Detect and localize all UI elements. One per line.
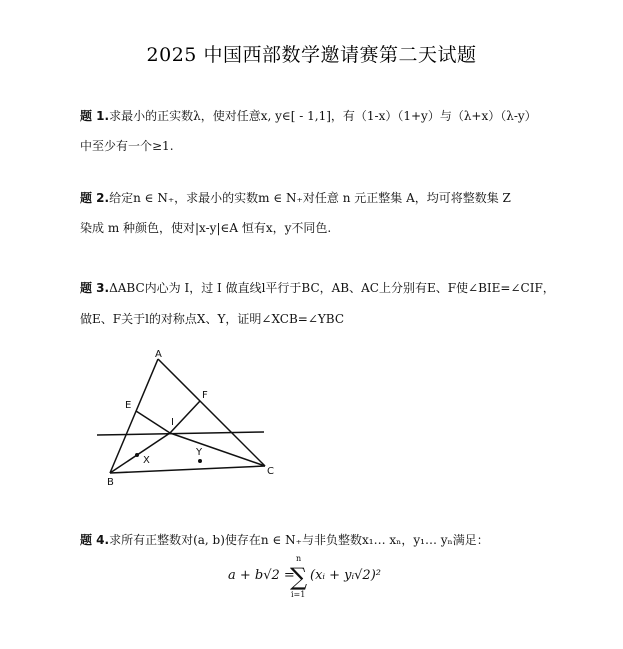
- label-b: B: [107, 477, 114, 488]
- problem-1-text-2: 中至少有一个≥1.: [80, 139, 174, 153]
- problem-4-line-1: [80, 532, 489, 548]
- problem-4-label: 题 4.: [80, 533, 110, 547]
- label-x: X: [143, 455, 150, 466]
- segment-ic: [170, 433, 265, 466]
- problem-3-line-2: [80, 311, 344, 327]
- formula-lhs: a + b√2 =: [228, 568, 295, 583]
- label-c: C: [267, 466, 274, 477]
- problem-1-line-1: [80, 108, 537, 124]
- problem-2-line-1: [80, 190, 511, 206]
- sum-upper-limit: n: [296, 554, 302, 563]
- problem-1-text-1: 求最小的正实数λ，使对任意x, y∈[ - 1,1]，有（1-x）（1+y）与（λ+x）（λ-y）: [109, 109, 537, 123]
- problem-2-label: 题 2.: [80, 191, 110, 205]
- page-title: 2025 中国西部数学邀请赛第二天试题: [146, 44, 477, 66]
- problem-3-text-2: 做E、F关于l的对称点X、Y，证明∠XCB=∠YBC: [80, 312, 345, 326]
- label-y: Y: [196, 447, 203, 458]
- triangle-figure: [92, 345, 282, 495]
- problem-1-label: 题 1.: [80, 109, 110, 123]
- line-l: [97, 432, 264, 435]
- label-f: F: [202, 390, 208, 401]
- label-e: E: [125, 400, 132, 411]
- problem-2-text-1: 给定n ∈ N₊，求最小的实数m ∈ N₊对任意 n 元正整集 A，均可将整数集 Z: [109, 191, 511, 205]
- sum-formula: [228, 552, 398, 602]
- segment-if: [170, 401, 200, 433]
- point-y: [198, 459, 202, 463]
- label-a: A: [155, 349, 162, 360]
- label-i: I: [171, 417, 174, 428]
- sigma-symbol: ∑: [290, 563, 308, 591]
- formula-summand: (xᵢ + yᵢ√2)²: [310, 568, 381, 583]
- problem-3-label: 题 3.: [80, 281, 110, 295]
- segment-bc: [110, 466, 265, 473]
- problem-4-text-1: 求所有正整数对(a, b)使存在n ∈ N₊与非负整数x₁… xₙ，y₁… yₙ满足：: [109, 533, 489, 547]
- segment-ei: [136, 411, 170, 433]
- problem-3-text-1: ΔABC内心为 I，过 I 做直线l平行于BC，AB、AC上分别有E、F使∠BIE=∠CIF，: [109, 281, 555, 295]
- problem-3-line-1: [80, 280, 555, 296]
- segment-ac: [158, 359, 265, 466]
- problem-2-text-2: 染成 m 种颜色，使对|x-y|∈A 恒有x，y不同色.: [80, 221, 332, 235]
- segment-ab: [110, 359, 158, 473]
- problem-2-line-2: [80, 220, 331, 236]
- point-x: [135, 453, 139, 457]
- sum-lower-limit: i=1: [291, 590, 306, 599]
- problem-1-line-2: [80, 138, 174, 154]
